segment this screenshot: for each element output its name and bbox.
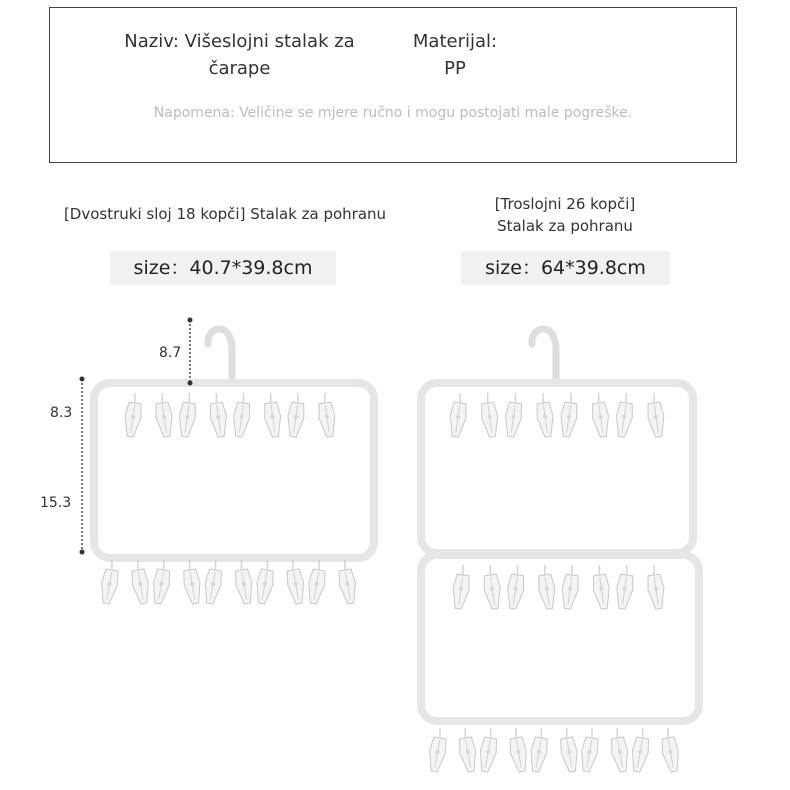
- product-name: Naziv: Višeslojni stalak za čarape: [124, 31, 355, 79]
- clip-icon: [482, 574, 503, 610]
- clip-icon: [122, 402, 143, 438]
- clip-icon: [559, 574, 580, 610]
- clip-icon: [558, 402, 579, 438]
- clip-icon: [614, 574, 635, 610]
- clip-icon: [457, 737, 479, 773]
- clip-icon: [480, 402, 501, 438]
- clip-icon: [254, 569, 276, 605]
- clip-icon: [660, 737, 682, 773]
- clip-icon: [629, 737, 651, 773]
- dimension-top-label: 8.3: [50, 405, 73, 421]
- dimension-hook-label: 8.7: [159, 345, 182, 361]
- clip-icon: [231, 402, 252, 438]
- clip-icon: [426, 737, 448, 773]
- clip-icon: [150, 569, 172, 605]
- clip-icon: [209, 402, 230, 438]
- hanger-hook-icon: [208, 329, 232, 378]
- triple-layer-rack-image: [421, 329, 699, 773]
- clip-icon: [578, 737, 600, 773]
- dimension-bottom-label: 15.3: [40, 495, 72, 511]
- material-value: PP: [444, 58, 466, 79]
- measurement-note: Napomena: Veličine se mjere ručno i mogu postojati male pogreške.: [153, 105, 633, 121]
- clip-icon: [505, 574, 526, 610]
- clip-icon: [177, 402, 198, 438]
- clip-icon: [508, 737, 530, 773]
- clip-icon: [285, 569, 307, 605]
- clip-icon: [528, 737, 550, 773]
- clip-icon: [263, 402, 284, 438]
- clip-icon: [234, 569, 256, 605]
- hanger-hook-icon: [532, 329, 556, 378]
- clip-icon: [98, 569, 120, 605]
- material-label: Materijal:: [412, 31, 498, 52]
- clip-icon: [154, 402, 175, 438]
- clip-icon: [646, 402, 667, 438]
- middle-clips: [450, 565, 666, 610]
- bottom-clips: [426, 728, 682, 773]
- clip-icon: [503, 402, 524, 438]
- top-clips: [447, 393, 666, 438]
- clip-icon: [609, 737, 631, 773]
- size-badge-double: size：40.7*39.8cm: [110, 251, 336, 285]
- product-title-double: [Dvostruki sloj 18 kopči] Stalak za pohranu: [63, 205, 387, 223]
- clip-icon: [130, 569, 152, 605]
- clip-icon: [202, 569, 224, 605]
- clip-icon: [182, 569, 204, 605]
- clip-icon: [317, 402, 338, 438]
- bottom-clips: [98, 560, 359, 605]
- clip-icon: [450, 574, 471, 610]
- clip-icon: [614, 402, 635, 438]
- clip-icon: [337, 569, 359, 605]
- clip-icon: [477, 737, 499, 773]
- clip-icon: [591, 402, 612, 438]
- size-badge-triple: size：64*39.8cm: [461, 251, 670, 285]
- clip-icon: [559, 737, 581, 773]
- clip-icon: [305, 569, 327, 605]
- top-clips: [122, 393, 337, 438]
- clip-icon: [537, 574, 558, 610]
- product-title-triple-line1: [Troslojni 26 kopči]: [494, 195, 636, 213]
- clip-icon: [535, 402, 556, 438]
- product-title-triple-line2: Stalak za pohranu: [497, 217, 633, 235]
- clip-icon: [285, 402, 306, 438]
- double-layer-rack-image: [40, 318, 374, 605]
- clip-icon: [592, 574, 613, 610]
- clip-icon: [646, 574, 667, 610]
- clip-icon: [447, 402, 468, 438]
